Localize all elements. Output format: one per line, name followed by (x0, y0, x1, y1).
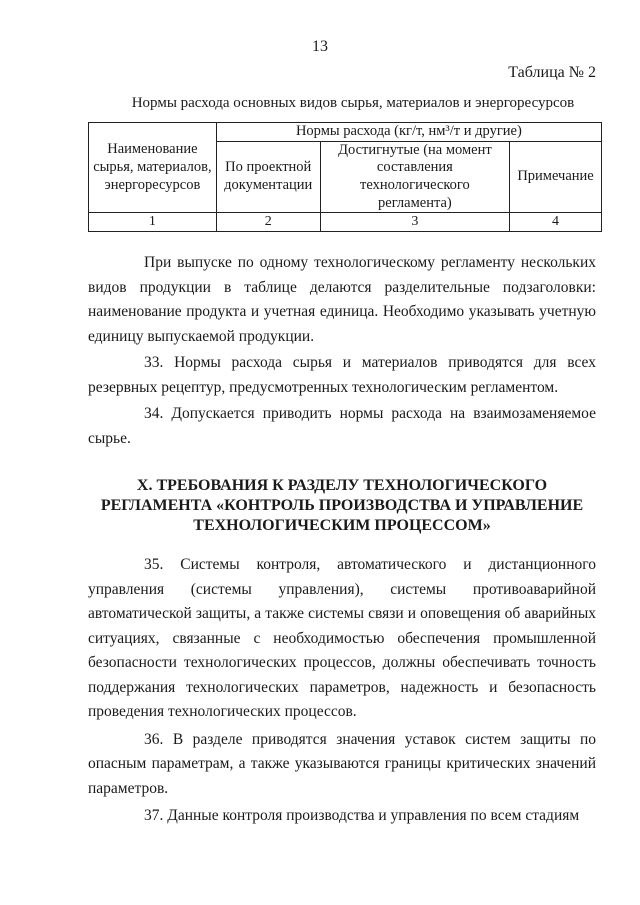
page-number: 13 (312, 38, 328, 55)
header-consumption-norms: Нормы расхода (кг/т, нм³/т и другие) (216, 123, 601, 142)
paragraph: 36. В разделе приводятся значения уставок систем защиты по опасным параметрам, а также указываются границы критических значений параметров. (88, 730, 596, 797)
paragraph: 35. Системы контроля, автоматического и дистанционного управления (системы управления), системы противоаварийной автоматической защиты, а также системы связи и оповещения об аварийных ситуациях, связанные с необходимостью обеспечения промышленной безопасности технологических процессов, должны обеспечивать точность поддержания технологических параметров, надежность и безопасность проведения технологических процессов. (88, 556, 596, 720)
paragraphs-top (88, 251, 596, 451)
header-material-name: Наименование сырья, материалов, энергоресурсов (89, 123, 217, 213)
paragraph: 33. Нормы расхода сырья и материалов приводятся для всех резервных рецептур, предусмотренных технологическим регламентом. (88, 354, 596, 396)
table-label: Таблица № 2 (508, 64, 596, 81)
section-heading: X. ТРЕБОВАНИЯ К РАЗДЕЛУ ТЕХНОЛОГИЧЕСКОГО РЕГЛАМЕНТА «КОНТРОЛЬ ПРОИЗВОДСТВА И УПРАВЛЕНИЕ ТЕХНОЛОГИЧЕСКИМ ПРОЦЕССОМ» (100, 477, 584, 534)
column-number: 3 (320, 213, 509, 231)
paragraph: 34. Допускается приводить нормы расхода на взаимозаменяемое сырье. (88, 405, 596, 447)
header-note: Примечание (510, 141, 602, 213)
header-achieved: Достигнутые (на момент составления технологического регламента) (320, 141, 509, 213)
table-title: Нормы расхода основных видов сырья, материалов и энергоресурсов (131, 95, 575, 111)
paragraph: 37. Данные контроля производства и управления по всем стадиям (144, 807, 580, 824)
column-number: 4 (510, 213, 602, 231)
column-number: 1 (89, 213, 217, 231)
header-by-project: По проектной документации (216, 141, 320, 213)
column-number: 2 (216, 213, 320, 231)
paragraph: При выпуске по одному технологическому регламенту нескольких видов продукции в таблице делаются разделительные подзаголовки: наименование продукта и учетная единица. Необходимо указывать учетную единицу выпускаемой продукции. (88, 254, 596, 345)
paragraphs-bottom (88, 553, 596, 829)
norms-table (88, 122, 602, 232)
